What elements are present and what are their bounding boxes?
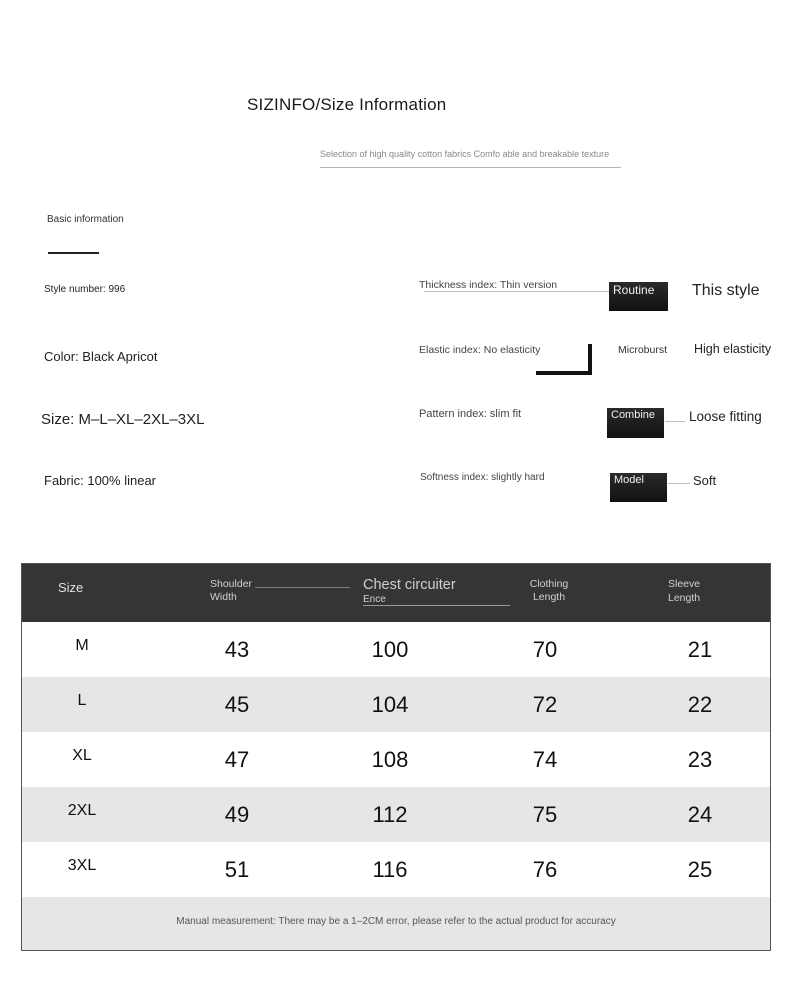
elastic-index-label: Elastic index: No elasticity — [419, 344, 541, 356]
cell-size: 3XL — [67, 857, 97, 874]
cell-clothing: 70 — [532, 637, 558, 662]
cell-clothing: 72 — [532, 692, 558, 717]
elastic-indicator-marker — [536, 344, 592, 375]
cell-shoulder: 45 — [224, 692, 250, 717]
cell-sleeve: 21 — [687, 637, 713, 662]
size-info: Size: M–L–XL–2XL–3XL — [41, 411, 205, 428]
softness-right-label: Soft — [693, 473, 717, 488]
header-sleeve-line1: Sleeve — [668, 578, 701, 590]
cell-sleeve: 25 — [687, 857, 713, 882]
page-subtitle: Selection of high quality cotton fabrics Comfo able and breakable texture — [320, 149, 610, 159]
header-chest-line1: Chest circuiter — [363, 577, 456, 593]
cell-size: XL — [72, 747, 92, 764]
cell-chest: 100 — [371, 637, 409, 662]
header-shoulder-line2: Width — [210, 591, 237, 603]
header-clothing-length — [514, 578, 584, 604]
header-chest-underline — [363, 605, 510, 606]
cell-clothing: 75 — [532, 802, 558, 827]
thickness-indicator-box: Routine — [609, 282, 668, 311]
header-shoulder-line1: Shoulder — [210, 578, 253, 590]
cell-chest: 104 — [371, 692, 409, 717]
header-clothing-line1: Clothing — [529, 578, 569, 590]
cell-chest: 116 — [372, 857, 408, 882]
cell-sleeve: 24 — [687, 802, 713, 827]
softness-index-label: Softness index: slightly hard — [420, 472, 545, 483]
page-title: SIZINFO/Size Information — [247, 95, 447, 114]
thickness-right-label: This style — [692, 282, 760, 299]
cell-sleeve: 23 — [687, 747, 713, 772]
pattern-right-label: Loose fitting — [689, 409, 762, 424]
table-header — [22, 564, 770, 622]
header-size: Size — [58, 580, 84, 595]
header-sleeve-length — [668, 577, 718, 605]
cell-size: L — [77, 692, 87, 709]
header-chest-line2: Ence — [363, 594, 386, 605]
table-row — [22, 787, 770, 842]
cell-clothing: 74 — [532, 747, 558, 772]
table-footer — [22, 897, 770, 951]
elastic-middle-label: Microburst — [618, 344, 668, 356]
cell-shoulder: 47 — [224, 747, 250, 772]
cell-shoulder: 49 — [224, 802, 250, 827]
basic-info-label: Basic information — [47, 214, 124, 225]
table-row — [22, 732, 770, 787]
header-sleeve-line2: Length — [668, 592, 701, 604]
table-row — [22, 842, 770, 897]
cell-size: M — [75, 637, 89, 654]
header-chest-circumference — [363, 576, 513, 606]
cell-chest: 112 — [372, 802, 408, 827]
cell-sleeve: 22 — [687, 692, 713, 717]
cell-size: 2XL — [67, 802, 97, 819]
size-table — [21, 563, 771, 951]
thickness-index-label: Thickness index: Thin version — [419, 279, 558, 291]
pattern-index-label: Pattern index: slim fit — [419, 408, 522, 420]
thickness-connector — [424, 291, 610, 292]
table-row — [22, 622, 770, 677]
header-clothing-line2: Length — [532, 591, 566, 603]
softness-indicator-box: Model — [610, 473, 667, 502]
cell-shoulder: 43 — [224, 637, 250, 662]
measurement-note: Manual measurement: There may be a 1–2CM error, please refer to the actual product for accuracy — [176, 916, 616, 927]
header-shoulder-width — [210, 578, 290, 604]
elastic-right-label: High elasticity — [694, 342, 772, 356]
style-number: Style number: 996 — [44, 284, 126, 295]
subtitle-divider — [320, 167, 621, 168]
cell-chest: 108 — [371, 747, 409, 772]
softness-connector — [668, 483, 690, 484]
pattern-indicator-box: Combine — [607, 408, 664, 438]
cell-clothing: 76 — [532, 857, 558, 882]
basic-info-underline — [48, 252, 99, 254]
color-info: Color: Black Apricot — [44, 349, 158, 364]
table-row — [22, 677, 770, 732]
cell-shoulder: 51 — [224, 857, 250, 882]
pattern-connector — [665, 421, 685, 422]
fabric-info: Fabric: 100% linear — [44, 473, 156, 488]
